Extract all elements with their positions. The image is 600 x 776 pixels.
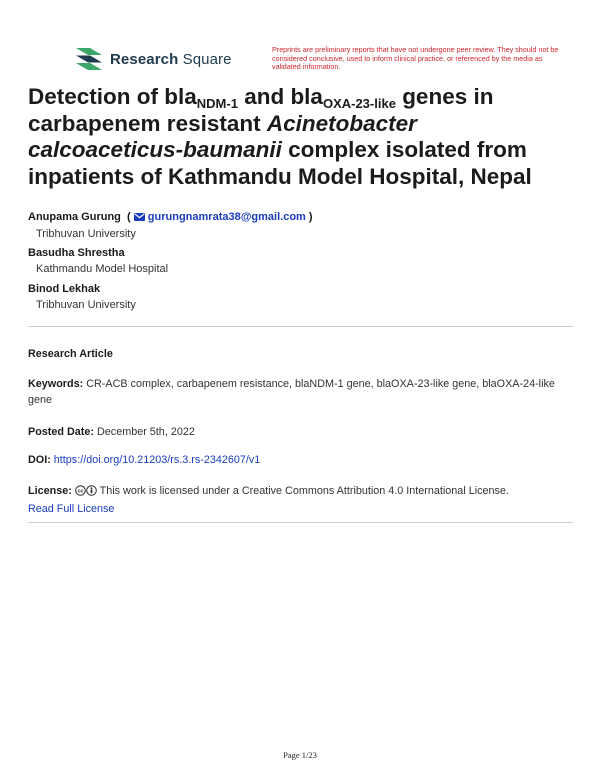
author — [28, 282, 573, 318]
read-full-license-link[interactable]: Read Full License — [28, 503, 115, 515]
author: Anupama Gurung ( gurungnamrata38@gmail.com ) Tribhuvan University — [28, 210, 573, 246]
doi — [28, 452, 573, 468]
article-type: Research Article — [28, 348, 113, 360]
author-name: Anupama Gurung — [28, 211, 121, 223]
license-text: This work is licensed under a Creative Commons Attribution 4.0 International License. — [99, 485, 509, 497]
author-email-link[interactable]: gurungnamrata38@gmail.com — [147, 211, 306, 223]
paper-title: Detection of bla$_{NDM-1}$ and bla$_{OXA-23-like}$ genes in carbapenem resistant Acinetobacter calcoaceticus-baumanii complex isolated from inpatients of Kathmandu Model Hospital, Nepal — [28, 84, 532, 189]
keywords-value: CR-ACB complex, carbapenem resistance, blaNDM-1 gene, blaOXA-23-like gene, blaOXA-24-like gene — [28, 378, 555, 406]
posted-date-value: December 5th, 2022 — [97, 426, 195, 438]
keywords-label: Keywords: — [28, 378, 84, 390]
divider — [28, 326, 573, 327]
title-subscript-oxa: OXA-23-like — [322, 96, 396, 111]
posted-date-label: Posted Date: — [28, 426, 94, 438]
license-label: License: — [28, 485, 72, 497]
author-affiliation: Kathmandu Model Hospital — [36, 263, 169, 275]
license — [28, 483, 573, 517]
author-name: Binod Lekhak — [28, 283, 101, 295]
keywords — [28, 376, 573, 408]
creative-commons-icon — [75, 485, 86, 501]
author-affiliation: Tribhuvan University — [36, 228, 136, 240]
preprint-disclaimer: Preprints are preliminary reports that have not undergone peer review. They should not be considered conclusive, used to inform clinical practice, or referenced by the media as validated information. — [272, 45, 559, 72]
author-name: Basudha Shrestha — [28, 247, 125, 259]
page-number: Page 1/23 — [283, 750, 317, 760]
posted-date — [28, 424, 573, 440]
author-affiliation: Tribhuvan University — [36, 299, 136, 311]
header — [74, 45, 559, 76]
divider — [28, 522, 573, 523]
doi-link[interactable]: https://doi.org/10.21203/rs.3.rs-2342607/v1 — [53, 454, 261, 466]
author-list — [28, 210, 573, 318]
author — [28, 246, 573, 282]
envelope-icon — [134, 211, 145, 225]
research-square-logo-icon — [74, 46, 104, 72]
doi-label: DOI: — [28, 454, 51, 466]
title-species: Acinetobacter calcoaceticus-baumanii — [28, 110, 417, 162]
research-square-logo[interactable] — [74, 46, 232, 72]
svg-text:cc: cc — [77, 488, 84, 495]
attribution-icon — [86, 485, 97, 501]
title-subscript-ndm: NDM-1 — [196, 96, 238, 111]
logo-text: Research Square — [110, 50, 232, 68]
